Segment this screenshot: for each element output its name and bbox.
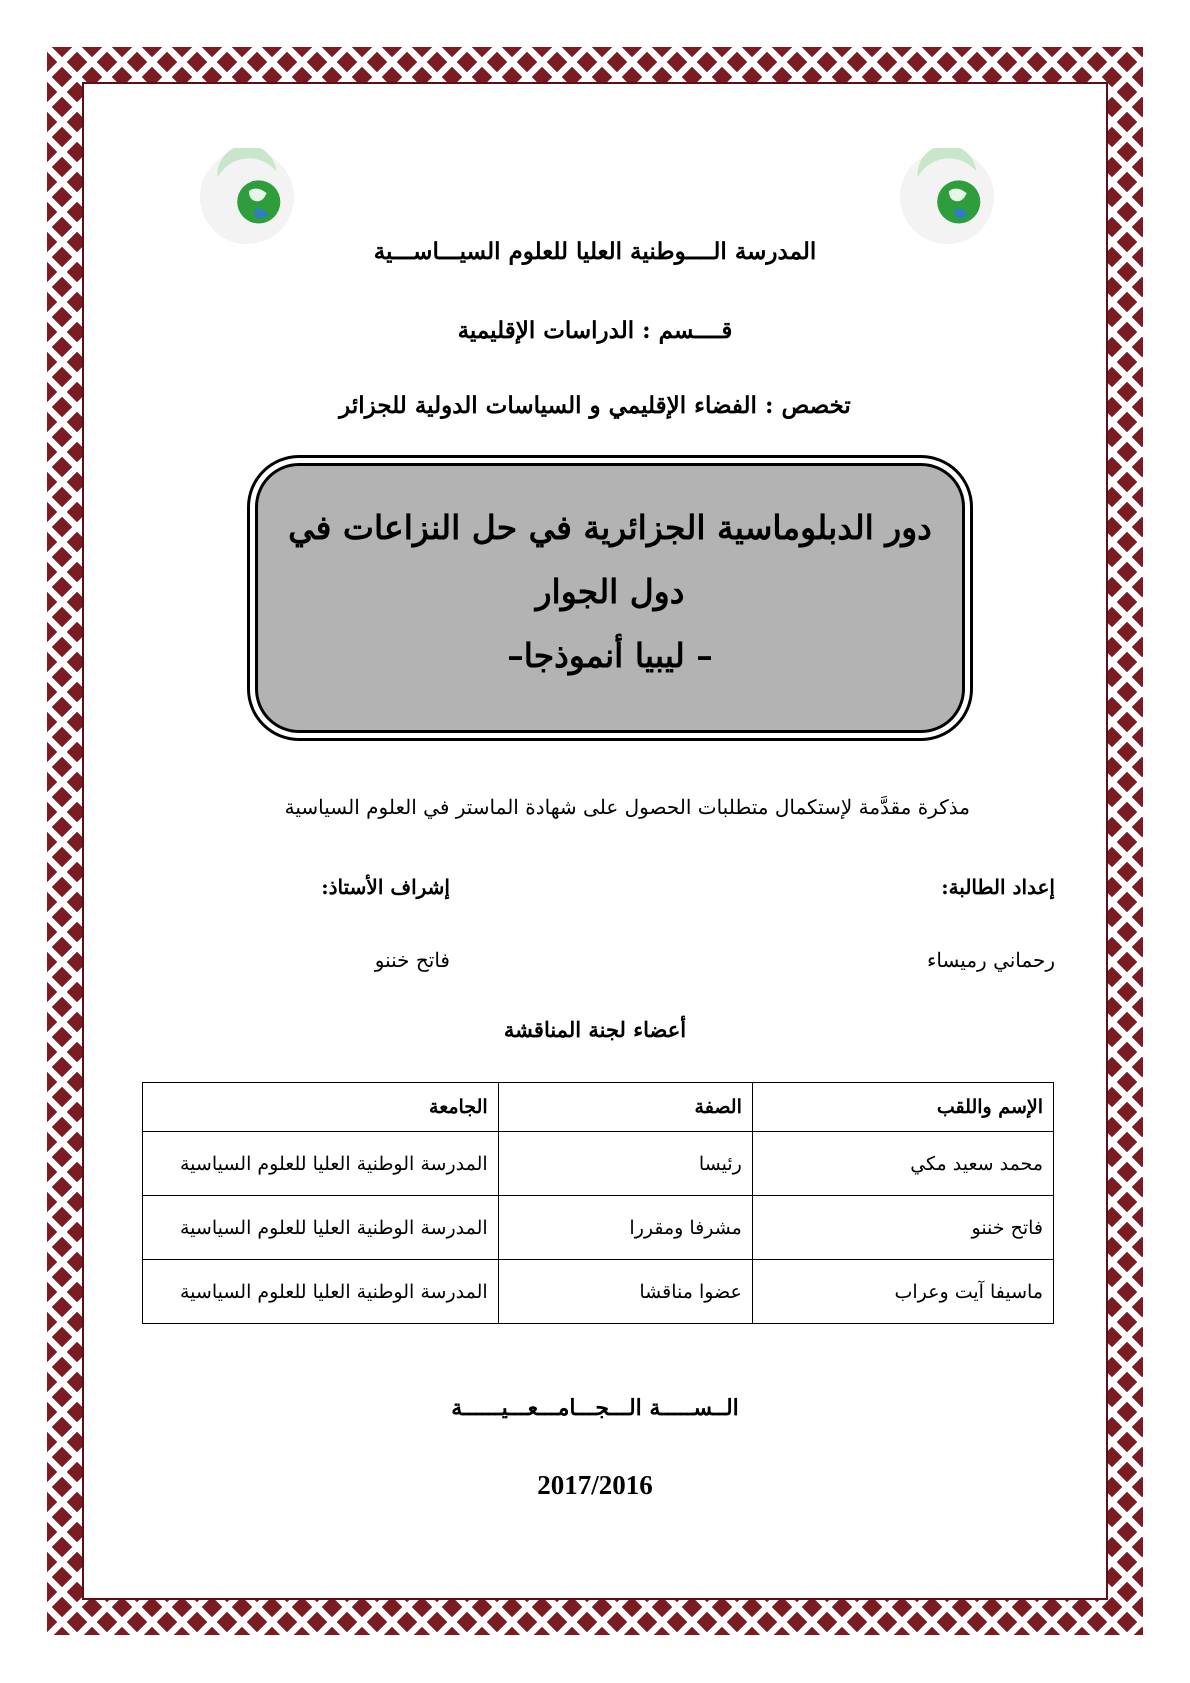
specialty-name: تخصص : الفضاء الإقليمي و السياسات الدولية للجزائر	[339, 392, 851, 419]
member-name: محمد سعيد مكي	[752, 1132, 1053, 1196]
member-role: عضوا مناقشا	[498, 1260, 752, 1324]
table-row	[143, 1132, 1054, 1196]
academic-year-value: 2017/2016	[537, 1470, 653, 1500]
department-name: قــــسم : الدراسات الإقليمية	[457, 317, 733, 344]
header-university: الجامعة	[143, 1083, 499, 1132]
member-role: رئيسا	[498, 1132, 752, 1196]
supervisor-name: فاتح خننو	[374, 948, 450, 972]
table-header-row	[143, 1083, 1054, 1132]
thesis-title-line-2: دول الجوار	[535, 572, 685, 611]
member-university: المدرسة الوطنية العليا للعلوم السياسية	[143, 1196, 499, 1260]
page-inner-area	[82, 82, 1108, 1600]
supervised-by-label: إشراف الأستاذ:	[321, 875, 450, 899]
school-name: المدرسة الــــوطنية العليا للعلوم السيـــاســـية	[373, 238, 817, 265]
table-row	[143, 1196, 1054, 1260]
memo-statement: مذكرة مقدَّمة لإستكمال متطلبات الحصول على شهادة الماستر في العلوم السياسية	[284, 795, 970, 819]
committee-title: أعضاء لجنة المناقشة	[503, 1017, 687, 1042]
member-role: مشرفا ومقررا	[498, 1196, 752, 1260]
thesis-title-box	[255, 463, 965, 733]
table-row	[143, 1260, 1054, 1324]
school-logo-right	[898, 148, 996, 246]
committee-table	[142, 1082, 1054, 1324]
prepared-by-label: إعداد الطالبة:	[941, 875, 1055, 899]
school-logo-left	[198, 148, 296, 246]
student-name: رحماني رميساء	[926, 948, 1055, 972]
header-name: الإسم واللقب	[752, 1083, 1053, 1132]
member-university: المدرسة الوطنية العليا للعلوم السياسية	[143, 1260, 499, 1324]
thesis-title-line-3: – ليبيا أنموذجا–	[507, 636, 713, 675]
header-role: الصفة	[498, 1083, 752, 1132]
member-name: ماسيفا آيت وعراب	[752, 1260, 1053, 1324]
member-university: المدرسة الوطنية العليا للعلوم السياسية	[143, 1132, 499, 1196]
thesis-title-line-1: دور الدبلوماسية الجزائرية في حل النزاعات في	[288, 508, 932, 547]
member-name: فاتح خننو	[752, 1196, 1053, 1260]
academic-year-label: الــســـــة الـــجـــامـــعـــيــــــة	[451, 1395, 739, 1421]
